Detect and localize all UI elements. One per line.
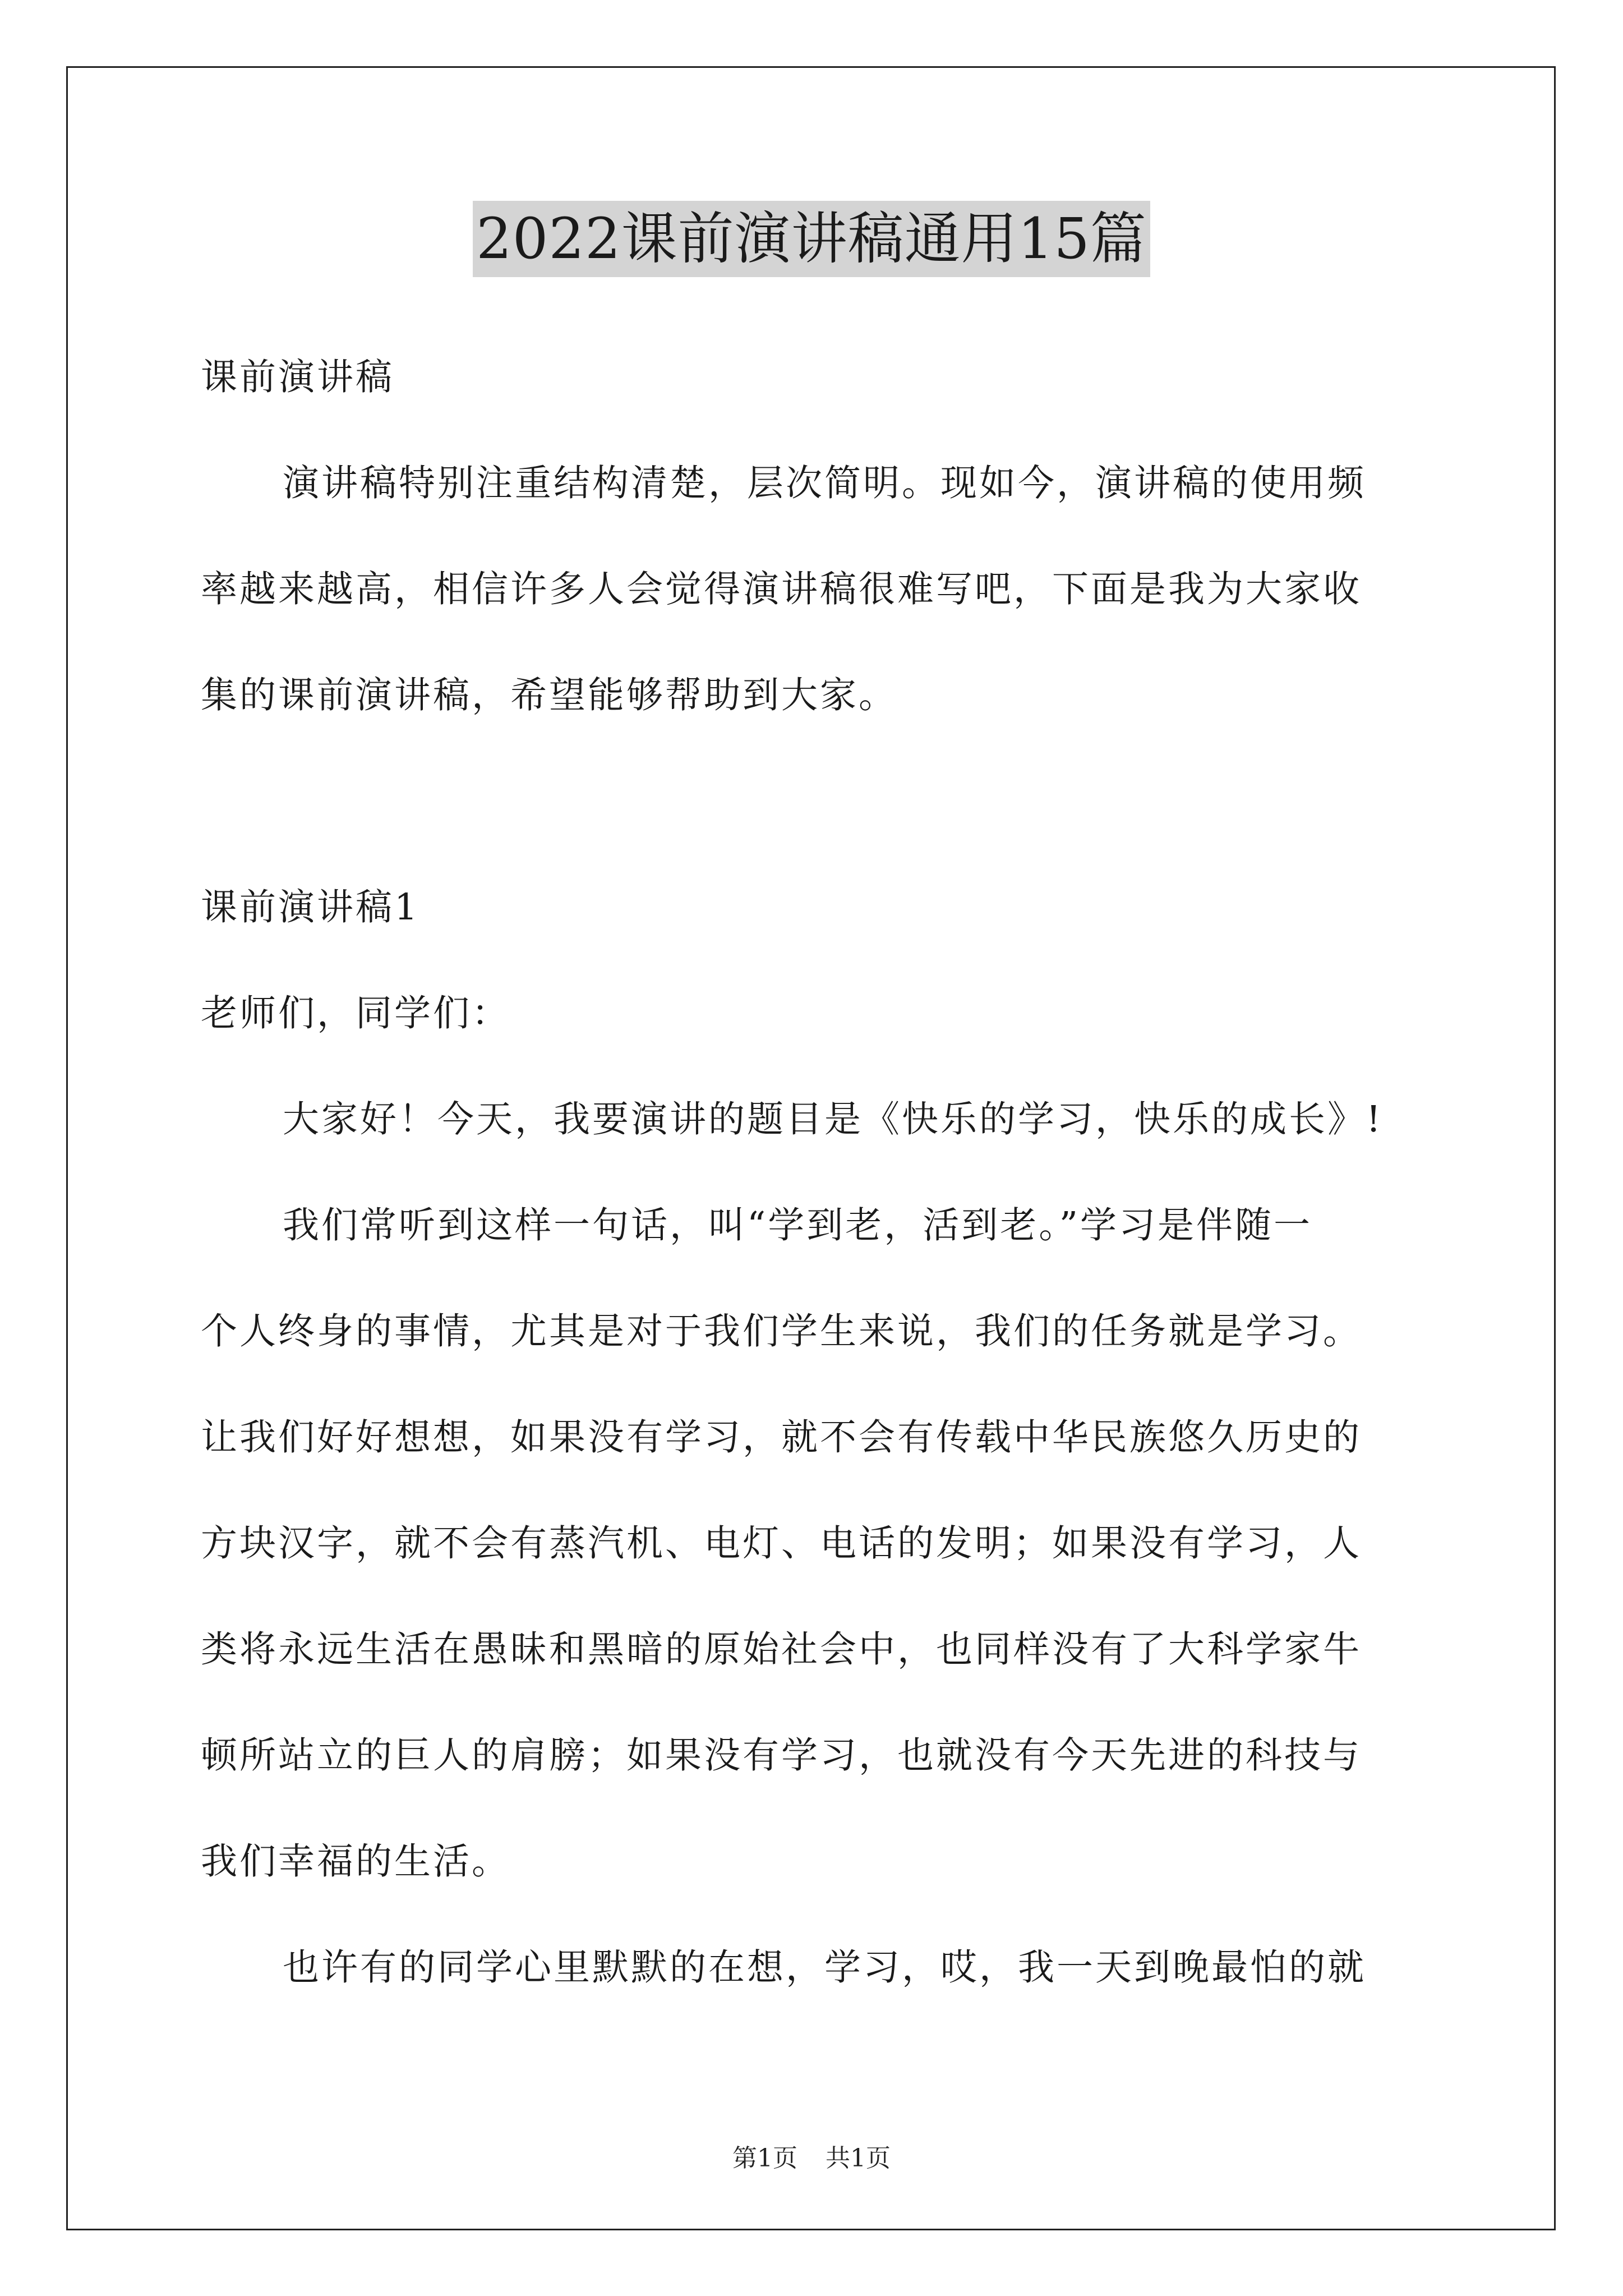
paragraph-line: 也许有的同学心里默默的在想，学习，哎，我一天到晚最怕的就 <box>283 1947 1367 1989</box>
document-title: 2022课前演讲稿通用15篇 <box>473 201 1150 277</box>
document-body <box>201 324 1435 2021</box>
blank-line <box>201 748 1435 854</box>
paragraph-line: 方块汉字，就不会有蒸汽机、电灯、电话的发明；如果没有学习，人 <box>201 1522 1362 1565</box>
paragraph-line: 顿所站立的巨人的肩膀；如果没有学习，也就没有今天先进的科技与 <box>201 1734 1362 1777</box>
page-footer <box>0 2142 1623 2175</box>
paragraph-line: 演讲稿特别注重结构清楚，层次简明。现如今，演讲稿的使用频 <box>283 462 1367 504</box>
salutation: 老师们，同学们： <box>201 992 511 1034</box>
title-container <box>0 201 1623 277</box>
paragraph-line: 大家好！今天，我要演讲的题目是《快乐的学习，快乐的成长》! <box>283 1098 1384 1140</box>
paragraph-line: 我们幸福的生活。 <box>201 1841 511 1883</box>
paragraph-line: 类将永远生活在愚昧和黑暗的原始社会中，也同样没有了大科学家牛 <box>201 1628 1362 1671</box>
paragraph-line: 让我们好好想想，如果没有学习，就不会有传载中华民族悠久历史的 <box>201 1416 1362 1458</box>
paragraph-line: 我们常听到这样一句话，叫“学到老，活到老。”学习是伴随一 <box>283 1204 1312 1246</box>
section-heading: 课前演讲稿 <box>201 356 395 398</box>
page-total: 共1页 <box>826 2144 891 2173</box>
paragraph-line: 个人终身的事情，尤其是对于我们学生来说，我们的任务就是学习。 <box>201 1310 1362 1352</box>
page-number: 第1页 <box>732 2144 797 2173</box>
paragraph-line: 率越来越高，相信许多人会觉得演讲稿很难写吧，下面是我为大家收 <box>201 568 1362 610</box>
section-heading: 课前演讲稿1 <box>201 886 420 928</box>
paragraph-line: 集的课前演讲稿，希望能够帮助到大家。 <box>201 674 898 716</box>
